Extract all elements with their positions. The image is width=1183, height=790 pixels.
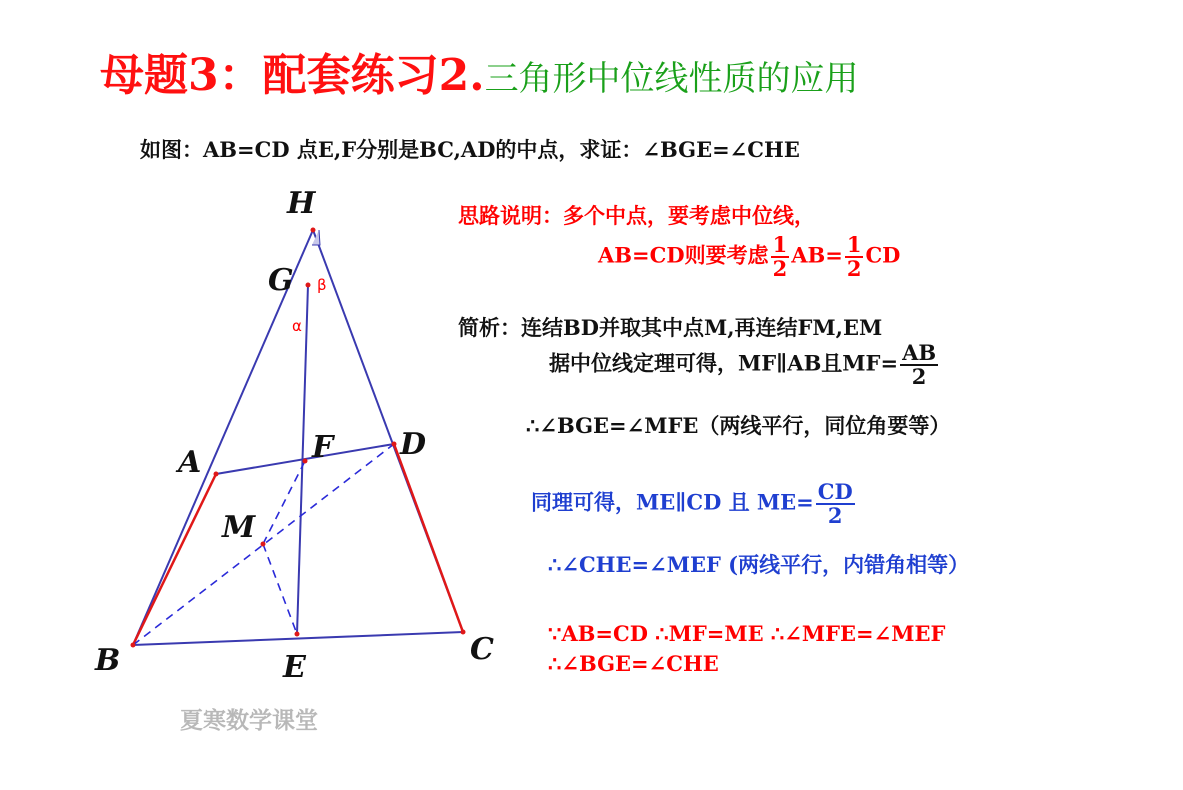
title-sub: 三角形中位线性质的应用 <box>484 59 859 99</box>
point-M <box>261 542 266 547</box>
segment-CD <box>394 444 463 632</box>
idea-frac-2: $\frac{1}{2}$ <box>846 232 862 282</box>
similar-line-1 <box>531 481 857 527</box>
point-C <box>461 630 466 635</box>
point-E <box>295 632 300 637</box>
conclusion-line-2: ∴∠BGE=∠CHE <box>548 651 719 676</box>
idea-prefix: AB=CD则要考虑 <box>598 242 769 268</box>
label-M: M <box>222 510 256 545</box>
analysis-line-1: 简析：连结BD并取其中点M,再连结FM,EM <box>458 315 883 340</box>
idea-line-2 <box>598 234 900 280</box>
point-H <box>311 228 316 233</box>
point-B <box>131 643 136 648</box>
analysis-prefix: 据中位线定理可得，MF∥AB且MF= <box>549 350 899 376</box>
title-main: 母题3：配套练习2. <box>100 50 485 101</box>
label-A: A <box>178 445 202 480</box>
point-G <box>306 283 311 288</box>
label-E: E <box>283 650 306 685</box>
similar-line-2: ∴∠CHE=∠MEF (两线平行，内错角相等） <box>548 552 970 577</box>
watermark: 夏寒数学课堂 <box>180 708 318 734</box>
dashed-MF <box>263 461 305 544</box>
segment-AB <box>133 474 216 645</box>
analysis-line-2 <box>549 342 940 388</box>
label-D: D <box>400 427 427 462</box>
similar-prefix: 同理可得，ME∥CD 且 ME= <box>531 489 814 515</box>
dashed-ME <box>263 544 297 634</box>
analysis-frac: $\frac{AB}{2}$ <box>902 340 937 390</box>
label-C: C <box>470 632 494 667</box>
label-H: H <box>287 186 316 221</box>
idea-end: CD <box>865 242 901 268</box>
similar-frac: $\frac{CD}{2}$ <box>817 479 853 529</box>
point-D <box>392 442 397 447</box>
idea-mid: AB= <box>791 242 843 268</box>
problem-statement: 如图：AB=CD 点E,F分别是BC,AD的中点，求证：∠BGE=∠CHE <box>140 137 800 162</box>
label-F: F <box>312 430 334 465</box>
analysis-line-3: ∴∠BGE=∠MFE（两线平行，同位角要等） <box>526 413 951 438</box>
point-F <box>303 459 308 464</box>
conclusion-line-1: ∵AB=CD ∴MF=ME ∴∠MFE=∠MEF <box>548 621 946 646</box>
label-B: B <box>95 643 121 678</box>
point-A <box>214 472 219 477</box>
geometry-figure <box>0 0 560 700</box>
idea-frac-1: $\frac{1}{2}$ <box>772 232 788 282</box>
label-alpha: α <box>292 317 302 335</box>
idea-line-1: 思路说明：多个中点，要考虑中位线， <box>458 203 815 228</box>
label-beta: β <box>317 276 327 294</box>
label-G: G <box>268 263 294 298</box>
